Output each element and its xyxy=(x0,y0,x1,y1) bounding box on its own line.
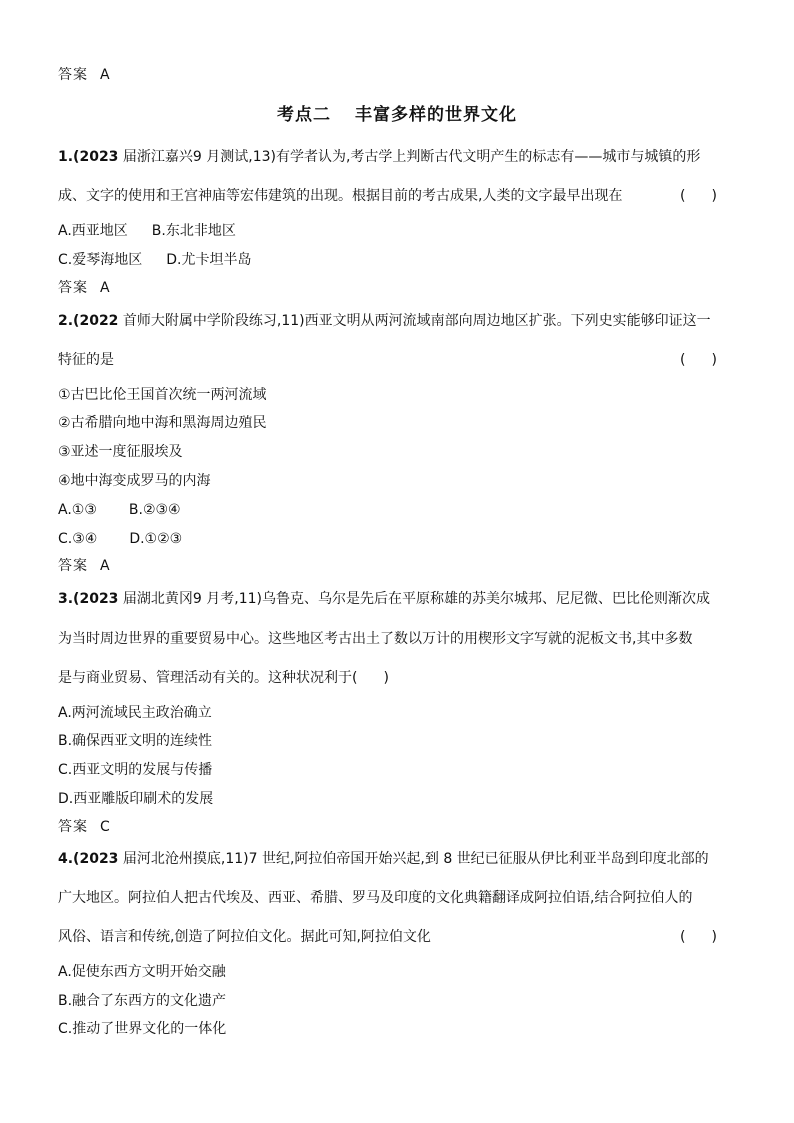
q3-option-d: D.西亚雕版印刷术的发展 xyxy=(58,791,214,807)
answer-label: 答案 xyxy=(58,67,88,83)
paren-open: ( xyxy=(680,352,686,368)
q2-options-row-2 xyxy=(58,530,182,548)
q1-text-1: 届浙江嘉兴9 月测试,13)有学者认为,考古学上判断古代文明产生的标志有——城市与城镇的形 xyxy=(118,149,701,165)
q1-text-2: 成、文字的使用和王宫神庙等宏伟建筑的出现。根据目前的考古成果,人类的文字最早出现在 xyxy=(58,188,623,204)
q2-text-1: 首师大附属中学阶段练习,11)西亚文明从两河流域南部向周边地区扩张。下列史实能够印证这一 xyxy=(118,313,711,329)
q3-text-3: 是与商业贸易、管理活动有关的。这种状况利于( xyxy=(58,670,358,686)
answer-label: 答案 xyxy=(58,819,88,835)
q1-answer-blank xyxy=(680,187,717,205)
answer-value: A xyxy=(100,67,111,83)
q1-line-2 xyxy=(58,187,622,205)
q3-line-2: 为当时周边世界的重要贸易中心。这些地区考古出土了数以万计的用楔形文字写就的泥板文书,其中多数 xyxy=(58,631,693,647)
answer-line-1 xyxy=(58,279,111,297)
q4-option-a: A.促使东西方文明开始交融 xyxy=(58,964,226,980)
q3-text-1: 届湖北黄冈9 月考,11)乌鲁克、乌尔是先后在平原称雄的苏美尔城邦、尼尼微、巴比伦则渐次成 xyxy=(118,591,710,607)
q4-line-3: 风俗、语言和传统,创造了阿拉伯文化。据此可知,阿拉伯文化 xyxy=(58,929,431,945)
q4-number: 4.(2023 xyxy=(58,851,119,867)
q2-option-d: D.①②③ xyxy=(129,531,183,547)
q4-text-1: 届河北沧州摸底,11)7 世纪,阿拉伯帝国开始兴起,到 8 世纪已征服从伊比利亚半岛到印度北部的 xyxy=(118,851,709,867)
q2-item-3: ③亚述一度征服埃及 xyxy=(58,444,183,460)
q1-option-b: B.东北非地区 xyxy=(151,223,236,239)
answer-value: C xyxy=(100,819,111,835)
answer-value: A xyxy=(100,280,111,296)
section-title xyxy=(0,100,794,125)
q2-line-2 xyxy=(58,351,114,369)
q3-option-c: C.西亚文明的发展与传播 xyxy=(58,762,213,778)
section-number: 考点二 xyxy=(277,105,331,125)
q1-options-row-1 xyxy=(58,222,236,240)
q2-item-2: ②古希腊向地中海和黑海周边殖民 xyxy=(58,415,267,431)
q4-option-b: B.融合了东西方的文化遗产 xyxy=(58,993,227,1009)
q2-option-c: C.③④ xyxy=(58,531,98,547)
q3-option-a: A.两河流域民主政治确立 xyxy=(58,705,212,721)
q1-option-c: C.爱琴海地区 xyxy=(58,252,143,268)
q2-option-b: B.②③④ xyxy=(128,502,181,518)
q3-line-1 xyxy=(58,590,710,608)
q2-options-row-1 xyxy=(58,501,181,519)
answer-label: 答案 xyxy=(58,558,88,574)
q1-number: 1.(2023 xyxy=(58,149,119,165)
q1-line-1 xyxy=(58,148,700,166)
q2-answer-blank xyxy=(680,351,717,369)
paren-close: ) xyxy=(383,670,389,686)
paren-close: ) xyxy=(711,188,717,204)
answer-value: A xyxy=(100,558,111,574)
q2-option-a: A.①③ xyxy=(58,502,97,518)
q3-option-b: B.确保西亚文明的连续性 xyxy=(58,733,213,749)
q4-line-2: 广大地区。阿拉伯人把古代埃及、西亚、希腊、罗马及印度的文化典籍翻译成阿拉伯语,结合阿拉伯人的 xyxy=(58,890,693,906)
answer-line-0 xyxy=(58,66,111,84)
q1-option-a: A.西亚地区 xyxy=(58,223,128,239)
paren-open: ( xyxy=(680,929,686,945)
section-name: 丰富多样的世界文化 xyxy=(355,105,517,125)
answer-line-3 xyxy=(58,818,111,836)
q4-answer-blank xyxy=(680,928,717,946)
q2-text-2: 特征的是 xyxy=(58,352,114,368)
paren-close: ) xyxy=(711,352,717,368)
q1-options-row-2 xyxy=(58,251,251,269)
q2-item-1: ①古巴比伦王国首次统一两河流域 xyxy=(58,387,267,403)
paren-close: ) xyxy=(711,929,717,945)
paren-open: ( xyxy=(680,188,686,204)
q4-line-1 xyxy=(58,850,709,868)
q2-line-1 xyxy=(58,312,711,330)
q3-line-3 xyxy=(58,669,389,687)
q1-option-d: D.尤卡坦半岛 xyxy=(166,252,252,268)
q3-number: 3.(2023 xyxy=(58,591,119,607)
answer-label: 答案 xyxy=(58,280,88,296)
q4-option-c: C.推动了世界文化的一体化 xyxy=(58,1021,227,1037)
answer-line-2 xyxy=(58,557,111,575)
q2-number: 2.(2022 xyxy=(58,313,119,329)
q2-item-4: ④地中海变成罗马的内海 xyxy=(58,473,211,489)
